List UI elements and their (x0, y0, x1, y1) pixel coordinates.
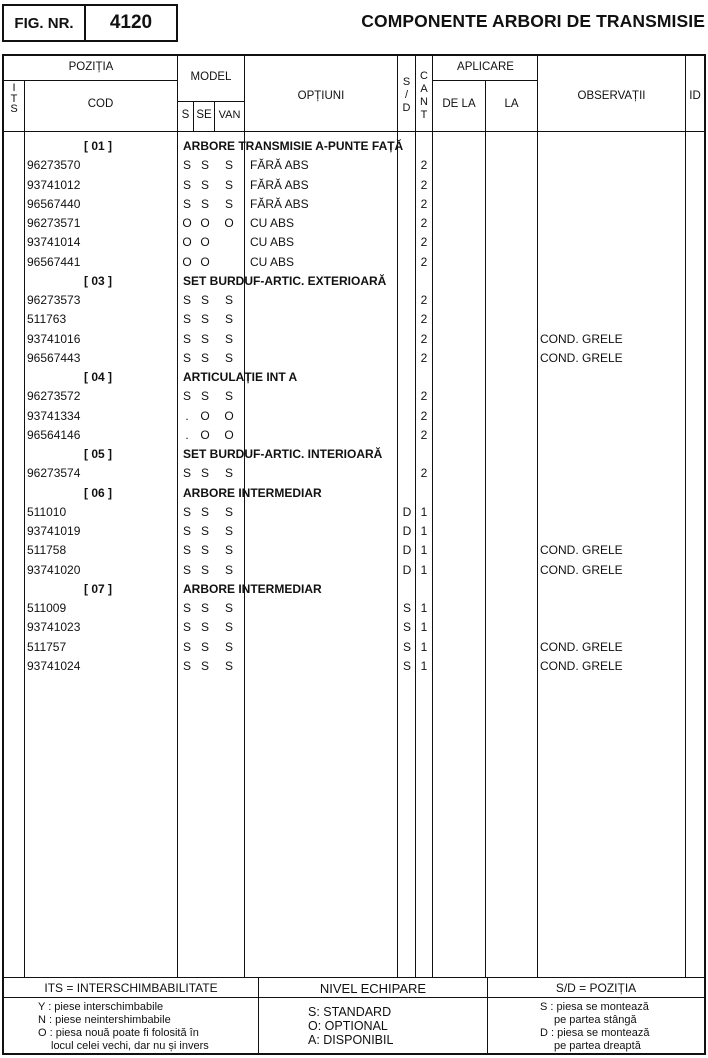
side-cell: D (402, 543, 412, 558)
model-van-cell: S (224, 620, 233, 635)
model-van-cell: S (224, 466, 233, 481)
model-se-cell: S (200, 601, 209, 615)
quantity-cell: 1 (420, 639, 428, 654)
model-van-cell: S (224, 543, 233, 558)
model-se-cell: S (200, 331, 209, 346)
quantity-cell: 1 (420, 524, 428, 538)
header-model-se: SE (196, 109, 212, 121)
header-sd (398, 76, 415, 115)
quantity-cell: 2 (420, 408, 428, 423)
model-s-cell: S (182, 331, 191, 346)
quantity-cell: 2 (420, 293, 428, 307)
footer-nivel-title: NIVEL ECHIPARE (319, 981, 427, 996)
model-van-cell: S (224, 312, 233, 327)
footer-nivel-line: A: DISPONIBIL (308, 1033, 394, 1047)
figure-label: FIG. NR. (4, 6, 86, 40)
footer-sd-line: S : piesa se montează (540, 1001, 649, 1013)
group-position: [ 01 ] (84, 139, 113, 153)
part-code: 96273570 (27, 158, 81, 173)
part-code: 93741014 (27, 235, 81, 250)
footer-its-line: O : piesa nouă poate fi folosită în (38, 1027, 199, 1039)
model-s-cell: S (182, 158, 191, 173)
part-code: 96567443 (27, 350, 81, 365)
quantity-cell: 2 (420, 389, 428, 404)
quantity-cell: 2 (420, 312, 428, 327)
model-van-cell: S (224, 601, 233, 615)
header-its-letter: T (10, 92, 18, 105)
side-cell: S (402, 601, 411, 615)
model-van-cell: S (224, 562, 233, 577)
quantity-cell: 1 (420, 504, 428, 519)
header-la: LA (504, 98, 519, 110)
observation-cell: COND. GRELE (540, 562, 623, 577)
model-s-cell: S (182, 658, 191, 673)
quantity-cell: 1 (420, 562, 428, 577)
model-van-cell: S (224, 658, 233, 673)
model-se-cell: S (200, 196, 209, 211)
quantity-cell: 2 (420, 196, 428, 211)
footer-nivel-line: O: OPTIONAL (308, 1019, 388, 1033)
model-van-cell: S (224, 331, 233, 346)
model-se-cell: S (200, 350, 209, 365)
divider-observatii (685, 56, 686, 977)
model-se-cell: S (200, 466, 209, 481)
model-se-cell: O (200, 216, 210, 230)
header-cant-letter: T (420, 109, 428, 121)
header-pozitia: POZIȚIA (68, 61, 114, 73)
part-code: 96273571 (27, 216, 81, 230)
header-de-la: DE LA (442, 98, 476, 110)
group-position: [ 05 ] (84, 447, 113, 461)
model-se-cell: S (200, 293, 209, 307)
side-cell: D (402, 562, 412, 577)
footer-its-title: ITS = INTERSCHIMBABILITATE (44, 981, 218, 995)
header-model-s: S (181, 109, 190, 121)
group-position: [ 06 ] (84, 485, 113, 500)
model-se-cell: S (200, 543, 209, 558)
observation-cell: COND. GRELE (540, 658, 623, 673)
figure-number: 4120 (109, 12, 153, 33)
footer-nivel-line: S: STANDARD (308, 1005, 392, 1019)
group-name: ARBORE TRANSMISIE A-PUNTE FAȚĂ (183, 139, 404, 153)
quantity-cell: 2 (420, 235, 428, 250)
model-van-cell: S (224, 177, 233, 192)
header-cant-letter: A (420, 83, 428, 95)
quantity-cell: 1 (420, 543, 428, 558)
side-cell: S (402, 658, 411, 673)
model-s-cell: S (182, 524, 191, 538)
model-s-cell: S (182, 620, 191, 635)
divider-optiuni (397, 56, 398, 977)
part-code: 93741019 (27, 524, 81, 538)
header-sd-letter: S (402, 76, 411, 88)
model-van-cell: S (224, 504, 233, 519)
group-position: [ 03 ] (84, 273, 113, 288)
model-se-cell: S (200, 524, 209, 538)
header-cant-letter: C (420, 70, 428, 82)
group-name: SET BURDUF-ARTIC. INTERIOARĂ (183, 447, 383, 461)
header-model: MODEL (190, 71, 232, 83)
model-s-cell: . (185, 408, 189, 423)
header-cant (416, 70, 432, 122)
part-code: 511009 (27, 601, 67, 615)
footer-sd-line: D : piesa se montează (540, 1027, 650, 1039)
model-s-cell: S (182, 466, 191, 481)
part-code: 511757 (27, 639, 67, 654)
part-code: 96273574 (27, 466, 81, 481)
option-cell: FĂRĂ ABS (250, 158, 309, 173)
model-van-cell: S (224, 350, 233, 365)
model-van-cell: S (224, 196, 233, 211)
option-cell: CU ABS (250, 235, 295, 250)
part-code: 93741023 (27, 620, 81, 635)
model-van-cell: S (224, 639, 233, 654)
footer-sd-title: S/D = POZIȚIA (555, 981, 637, 995)
model-se-cell: S (200, 158, 209, 173)
model-se-cell: S (200, 639, 209, 654)
model-s-cell: O (182, 235, 192, 250)
side-cell: D (402, 504, 412, 519)
footer-its-line: Y : piese interschimbabile (38, 1001, 164, 1013)
divider-model (244, 56, 245, 977)
header-sd-letter: D (402, 102, 411, 114)
observation-cell: COND. GRELE (540, 350, 623, 365)
model-s-cell: S (182, 504, 191, 519)
group-name: SET BURDUF-ARTIC. EXTERIOARĂ (183, 273, 387, 288)
model-van-cell: O (224, 427, 234, 442)
model-se-cell: S (200, 504, 209, 519)
footer-sd-line: pe partea dreaptă (554, 1040, 641, 1052)
option-cell: FĂRĂ ABS (250, 177, 309, 192)
model-s-cell: S (182, 601, 191, 615)
model-se-cell: S (200, 312, 209, 327)
model-s-cell: S (182, 350, 191, 365)
model-se-cell: S (200, 658, 209, 673)
model-se-cell: S (200, 562, 209, 577)
observation-cell: COND. GRELE (540, 331, 623, 346)
part-code: 93741016 (27, 331, 81, 346)
part-code: 96273573 (27, 293, 81, 307)
header-its-letter: I (12, 82, 16, 94)
header-bottom-line (4, 131, 704, 132)
quantity-cell: 2 (420, 158, 428, 173)
side-cell: S (402, 639, 411, 654)
part-code: 96273572 (27, 389, 81, 404)
footer-its-line: N : piese neintershimbabile (38, 1014, 171, 1026)
side-cell: S (402, 620, 411, 635)
part-code: 96567441 (27, 254, 81, 269)
part-code: 96567440 (27, 196, 81, 211)
header-observatii: OBSERVAȚII (577, 90, 646, 102)
option-cell: FĂRĂ ABS (250, 196, 309, 211)
model-van-cell: O (224, 408, 234, 423)
model-s-cell: S (182, 389, 191, 404)
quantity-cell: 2 (420, 427, 428, 442)
header-cod: COD (87, 98, 114, 110)
model-s-cell: S (182, 639, 191, 654)
divider-aplicare (537, 56, 538, 977)
header-aplicare: APLICARE (457, 61, 514, 73)
model-se-cell: O (200, 235, 210, 250)
divider-its (24, 80, 25, 977)
quantity-cell: 1 (420, 620, 428, 635)
divider-cant (432, 56, 433, 977)
model-s-cell: S (182, 543, 191, 558)
part-code: 93741334 (27, 408, 81, 423)
quantity-cell: 1 (420, 601, 428, 615)
header-optiuni: OPȚIUNI (297, 90, 345, 102)
model-se-cell: O (200, 408, 210, 423)
divider-aplicare-top (432, 80, 538, 81)
footer-its-line: locul celei vechi, dar nu și invers (51, 1040, 209, 1052)
header-model-van: VAN (218, 109, 241, 121)
model-s-cell: S (182, 562, 191, 577)
side-cell: D (402, 524, 412, 538)
part-code: 93741024 (27, 658, 81, 673)
quantity-cell: 2 (420, 350, 428, 365)
observation-cell: COND. GRELE (540, 639, 623, 654)
model-se-cell: O (200, 427, 210, 442)
divider-pozitia (4, 80, 178, 81)
model-s-cell: O (182, 254, 192, 269)
model-van-cell: S (224, 293, 233, 307)
model-van-cell: S (224, 389, 233, 404)
part-code: 96564146 (27, 427, 81, 442)
group-name: ARTICULAȚIE INT A (183, 370, 298, 384)
part-code: 93741012 (27, 177, 81, 192)
group-name: ARBORE INTERMEDIAR (183, 581, 322, 596)
quantity-cell: 1 (420, 658, 428, 673)
model-s-cell: S (182, 293, 191, 307)
footer-title-line (4, 997, 704, 998)
part-code: 511763 (27, 312, 67, 327)
divider-model-sub (177, 101, 245, 102)
footer-top-line (4, 977, 704, 978)
page-title: COMPONENTE ARBORI DE TRANSMISIE (361, 11, 705, 31)
part-code: 511010 (27, 504, 67, 519)
header-its (6, 83, 22, 115)
model-van-cell: S (224, 158, 233, 173)
model-s-cell: S (182, 177, 191, 192)
model-se-cell: S (200, 389, 209, 404)
observation-cell: COND. GRELE (540, 543, 623, 558)
option-cell: CU ABS (250, 254, 295, 269)
divider-sd (415, 56, 416, 977)
parts-table (2, 54, 706, 1055)
divider-cod (177, 56, 178, 977)
group-name: ARBORE INTERMEDIAR (183, 485, 322, 500)
header-its-letter: S (10, 103, 18, 115)
model-s-cell: O (182, 216, 192, 230)
part-code: 93741020 (27, 562, 81, 577)
header-id: ID (689, 90, 701, 102)
model-van-cell: O (224, 216, 234, 230)
model-s-cell: S (182, 312, 191, 327)
model-se-cell: S (200, 620, 209, 635)
quantity-cell: 2 (420, 331, 428, 346)
divider-dela (485, 80, 486, 977)
model-se-cell: O (200, 254, 210, 269)
header-sd-letter: / (404, 89, 409, 101)
quantity-cell: 2 (420, 466, 428, 481)
model-s-cell: . (185, 427, 189, 442)
part-code: 511758 (27, 543, 67, 558)
model-s-cell: S (182, 196, 191, 211)
footer-sd-line: pe partea stângă (554, 1014, 637, 1026)
figure-number-box (2, 4, 178, 42)
model-van-cell: S (224, 524, 233, 538)
model-se-cell: S (200, 177, 209, 192)
group-position: [ 07 ] (84, 581, 113, 596)
group-position: [ 04 ] (84, 370, 113, 384)
header-cant-letter: N (420, 96, 428, 108)
quantity-cell: 2 (420, 254, 428, 269)
quantity-cell: 2 (420, 216, 428, 230)
quantity-cell: 2 (420, 177, 428, 192)
option-cell: CU ABS (250, 216, 295, 230)
